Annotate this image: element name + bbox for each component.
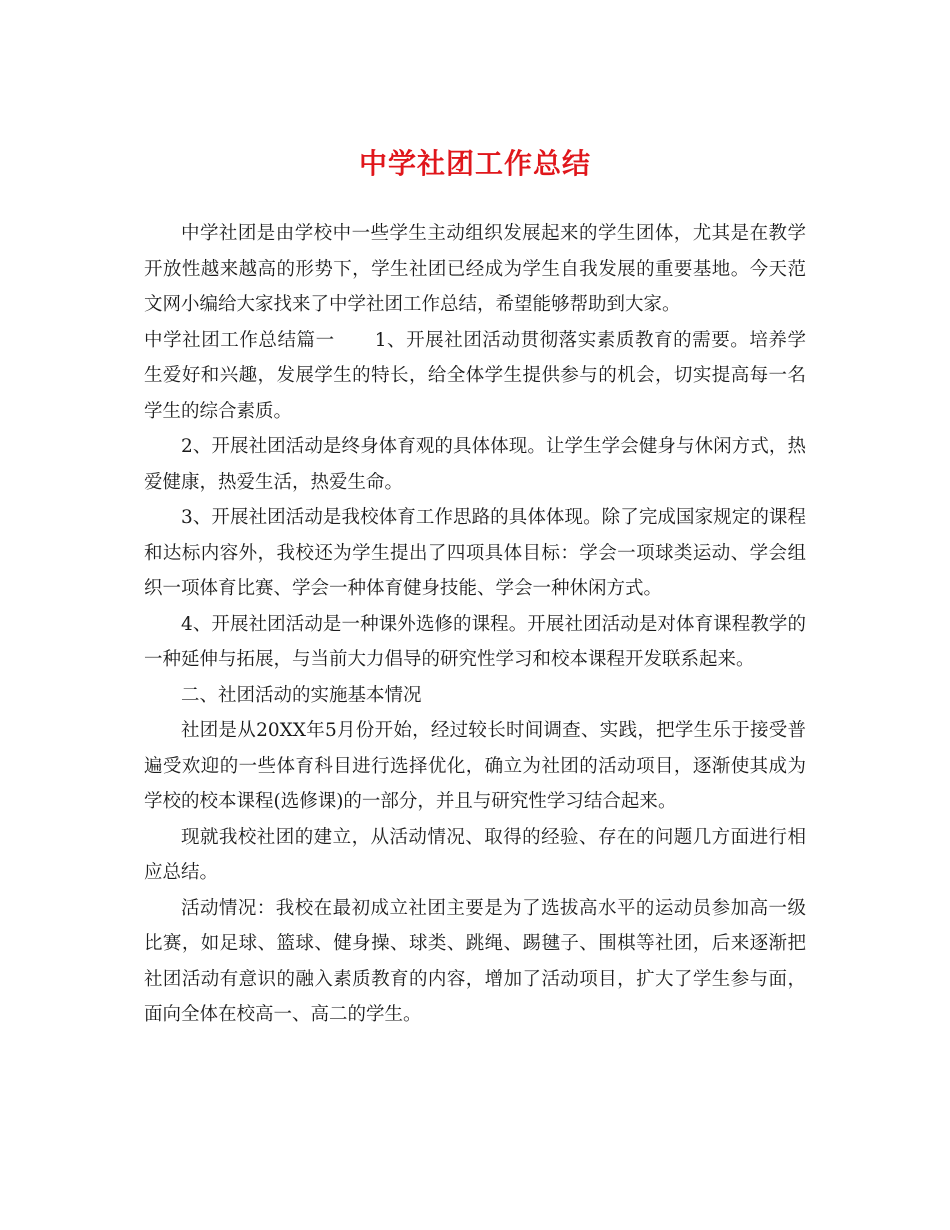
activity-paragraph: 活动情况：我校在最初成立社团主要是为了选拔高水平的运动员参加高一级比赛，如足球、篮球、健身操、球类、跳绳、踢毽子、围棋等社团，后来逐渐把社团活动有意识的融入素质教育的内容，增加了活动项目，扩大了学生参与面，面向全体在校高一、高二的学生。 [144, 897, 806, 1025]
point-2: 2、开展社团活动是终身体育观的具体体现。让学生学会健身与休闲方式，热爱健康，热爱生活，热爱生命。 [144, 436, 806, 493]
section-two-heading: 二、社团活动的实施基本情况 [181, 684, 422, 706]
intro-paragraph: 中学社团是由学校中一些学生主动组织发展起来的学生团体，尤其是在教学开放性越来越高的形势下，学生社团已经成为学生自我发展的重要基地。今天范文网小编给大家找来了中学社团工作总结，希望能够帮助到大家。 [144, 223, 806, 315]
implementation-paragraph: 社团是从20XX年5月份开始，经过较长时间调查、实践，把学生乐于接受普遍受欢迎的一些体育科目进行选择优化，确立为社团的活动项目，逐渐使其成为学校的校本课程(选修课)的一部分，并且与研究性学习结合起来。 [144, 720, 806, 812]
document-body [144, 216, 806, 1033]
point-3: 3、开展社团活动是我校体育工作思路的具体体现。除了完成国家规定的课程和达标内容外，我校还为学生提出了四项具体目标：学会一项球类运动、学会组织一项体育比赛、学会一种体育健身技能、学会一种休闲方式。 [144, 507, 806, 599]
section-one-paragraph [144, 323, 806, 430]
summary-intro-paragraph: 现就我校社团的建立，从活动情况、取得的经验、存在的问题几方面进行相应总结。 [144, 826, 806, 883]
point-4: 4、开展社团活动是一种课外选修的课程。开展社团活动是对体育课程教学的一种延伸与拓展，与当前大力倡导的研究性学习和校本课程开发联系起来。 [144, 613, 806, 670]
document-title: 中学社团工作总结 [358, 147, 591, 180]
section-one-label: 中学社团工作总结篇一 [144, 329, 335, 351]
point-1: 1、开展社团活动贯彻落实素质教育的需要。培养学生爱好和兴趣，发展学生的特长，给全体学生提供参与的机会，切实提高每一名学生的综合素质。 [144, 329, 806, 422]
